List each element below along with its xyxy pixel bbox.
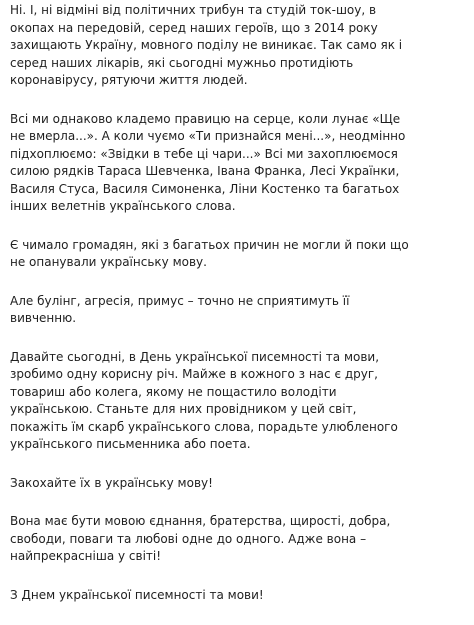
text-line: не опанували українську мову. <box>10 255 207 269</box>
text-line: серед наших лікарів, які сьогодні мужньо протидіють <box>10 55 354 70</box>
text-line: українського письменника або поета. <box>10 437 251 451</box>
text-line: зробимо одну корисну річ. Майже в кожного з нас є друг, <box>10 367 378 381</box>
text-line: українською. Станьте для них провідником у цей світ, <box>10 402 357 416</box>
text-line: Є чимало громадян, які з багатьох причин не могли й поки що <box>10 237 409 252</box>
text-line: Але булінг, агресія, примус – точно не сприятимуть її <box>10 293 350 308</box>
paragraph-2 <box>10 111 462 216</box>
post-body <box>10 2 462 625</box>
text-line: силою рядків Тараса Шевченка, Івана Франка, Лесі Українки, <box>10 164 400 178</box>
paragraph-8 <box>10 587 462 605</box>
text-line: найпрекрасніша у світі! <box>10 549 162 563</box>
paragraph-3 <box>10 237 462 272</box>
paragraph-1 <box>10 2 462 90</box>
text-line: З Днем української писемності та мови! <box>10 587 264 602</box>
text-line: товариш або колега, якому не пощастило володіти <box>10 384 337 399</box>
paragraph-7 <box>10 513 462 566</box>
text-line: Ні. І, ні відміні від політичних трибун та студій ток-шоу, в <box>10 3 377 17</box>
text-line: підхоплюємо: «Звідки в тебе ці чари...» Всі ми захоплюємося <box>10 146 398 161</box>
text-line: Василя Стуса, Василя Симоненка, Ліни Костенко та багатьох <box>10 181 400 196</box>
text-line: не вмерла...». А коли чуємо «Ти признайся мені...», неодмінно <box>10 129 406 143</box>
text-line: Всі ми однаково кладемо правицю на серце, коли лунає «Ще <box>10 111 401 126</box>
text-line: окопах на передовій, серед наших героїв, що з 2014 року <box>10 20 378 35</box>
text-line: коронавірусу, рятуючи життя людей. <box>10 73 248 87</box>
text-line: Закохайте їх в українську мову! <box>10 475 213 490</box>
text-line: свободи, поваги та любові одне до одного. Адже вона – <box>10 531 367 546</box>
text-line: захищають Україну, мовного поділу не виникає. Так само як і <box>10 38 403 52</box>
text-line: покажіть їм скарб українського слова, порадьте улюбленого <box>10 419 398 434</box>
paragraph-6 <box>10 475 462 493</box>
paragraph-5 <box>10 349 462 454</box>
text-line: Вона має бути мовою єднання, братерства, щирості, добра, <box>10 514 391 528</box>
text-line: Давайте сьогодні, в День української писемності та мови, <box>10 349 380 364</box>
text-line: вивченню. <box>10 311 77 325</box>
text-line: інших велетнів українського слова. <box>10 199 236 213</box>
paragraph-4 <box>10 293 462 328</box>
